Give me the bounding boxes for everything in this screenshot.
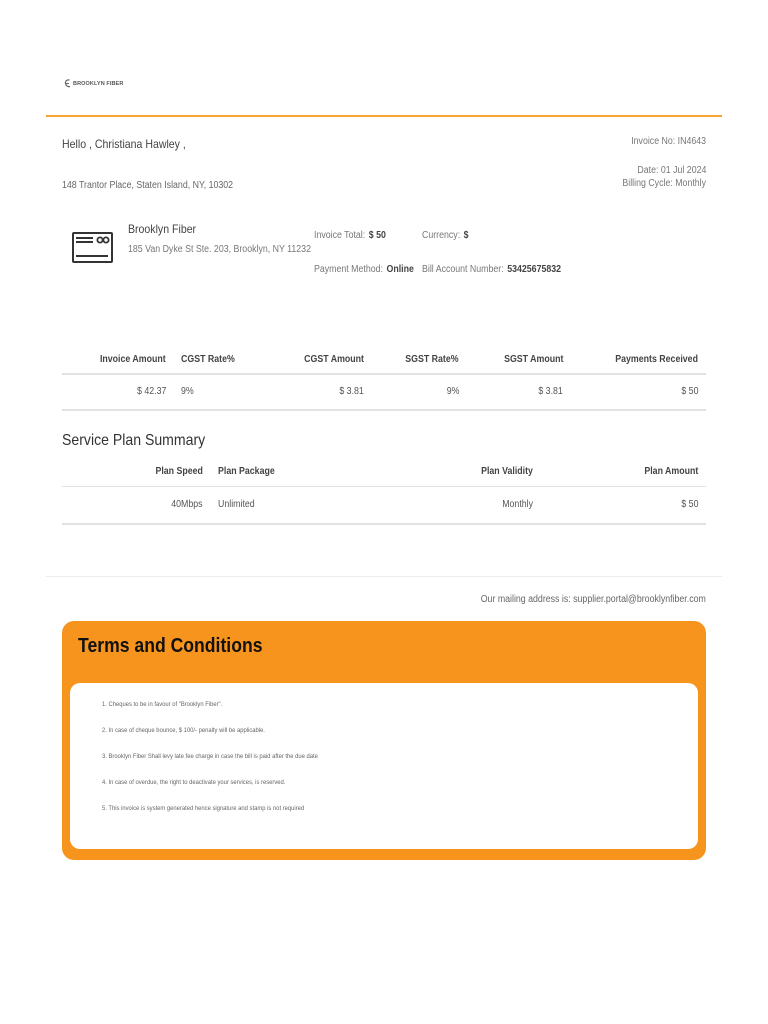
terms-item: 2. In case of cheque bounce, $ 100/- penalty will be applicable. xyxy=(102,727,265,734)
terms-title: Terms and Conditions xyxy=(78,635,263,657)
bill-card-icon xyxy=(72,230,114,265)
terms-item: 1. Cheques to be in favour of "Brooklyn Fiber". xyxy=(102,701,223,708)
table-header: CGST Amount xyxy=(304,354,364,365)
terms-panel xyxy=(62,621,706,860)
invoice-total-value: $ 50 xyxy=(368,230,386,241)
invoice-number: Invoice No: IN4643 xyxy=(631,136,706,147)
table-header: Plan Speed xyxy=(155,466,203,477)
table-divider xyxy=(62,373,706,375)
table-cell: $ 50 xyxy=(680,499,698,510)
customer-greeting: Hello , Christiana Hawley , xyxy=(62,137,186,151)
table-cell: $ 3.81 xyxy=(538,386,563,397)
table-header: CGST Rate% xyxy=(181,354,235,365)
company-name: Brooklyn Fiber xyxy=(128,222,197,236)
currency-label: Currency: xyxy=(422,230,461,241)
terms-body xyxy=(70,683,698,849)
currency xyxy=(422,230,469,241)
terms-item: 5. This invoice is system generated hence signature and stamp is not required xyxy=(102,805,305,812)
payment-method-label: Payment Method: xyxy=(314,264,383,275)
table-header: Invoice Amount xyxy=(100,354,166,365)
brand-logo-text: BROOKLYN FIBER xyxy=(73,80,124,87)
footer-divider xyxy=(46,576,722,577)
bill-account-label: Bill Account Number: xyxy=(422,264,504,275)
bill-account-number xyxy=(422,264,561,275)
customer-address: 148 Trantor Place, Staten Island, NY, 10302 xyxy=(62,180,234,191)
table-cell: $ 3.81 xyxy=(339,386,364,397)
bill-account-value: 53425675832 xyxy=(507,264,562,275)
table-cell: $ 42.37 xyxy=(136,386,166,397)
table-header: Plan Package xyxy=(218,466,275,477)
header-divider xyxy=(46,115,722,117)
table-header: Payments Received xyxy=(615,354,698,365)
service-plan-table xyxy=(62,464,706,526)
table-header: Plan Validity xyxy=(481,466,533,477)
table-header: SGST Rate% xyxy=(405,354,459,365)
table-divider xyxy=(62,409,706,411)
table-cell: Monthly xyxy=(502,499,533,510)
company-address: 185 Van Dyke St Ste. 203, Brooklyn, NY 11232 xyxy=(128,244,311,255)
table-cell: $ 50 xyxy=(680,386,698,397)
fiber-logo-icon xyxy=(64,79,71,88)
payment-method-value: Online xyxy=(386,264,414,275)
invoice-date: Date: 01 Jul 2024 xyxy=(637,165,706,176)
table-cell: 9% xyxy=(181,386,194,397)
table-header: SGST Amount xyxy=(503,354,563,365)
table-cell: 40Mbps xyxy=(171,499,203,510)
table-cell: 9% xyxy=(446,386,459,397)
invoice-total xyxy=(314,230,386,241)
tax-table xyxy=(62,352,706,414)
mailing-address: Our mailing address is: supplier.portal@brooklynfiber.com xyxy=(480,594,706,605)
table-divider xyxy=(62,486,706,487)
table-cell: Unlimited xyxy=(218,499,255,510)
payment-method xyxy=(314,264,414,275)
terms-item: 3. Brooklyn Fiber Shall levy late fee charge in case the bill is paid after the due date xyxy=(102,753,318,760)
table-divider xyxy=(62,523,706,525)
terms-item: 4. In case of overdue, the right to deactivate your services, is reserved. xyxy=(102,779,286,786)
service-plan-title: Service Plan Summary xyxy=(62,432,206,449)
billing-cycle: Billing Cycle: Monthly xyxy=(622,178,706,189)
brand-logo xyxy=(64,79,123,88)
invoice-total-label: Invoice Total: xyxy=(314,230,366,241)
currency-value: $ xyxy=(463,230,469,241)
table-header: Plan Amount xyxy=(644,466,698,477)
